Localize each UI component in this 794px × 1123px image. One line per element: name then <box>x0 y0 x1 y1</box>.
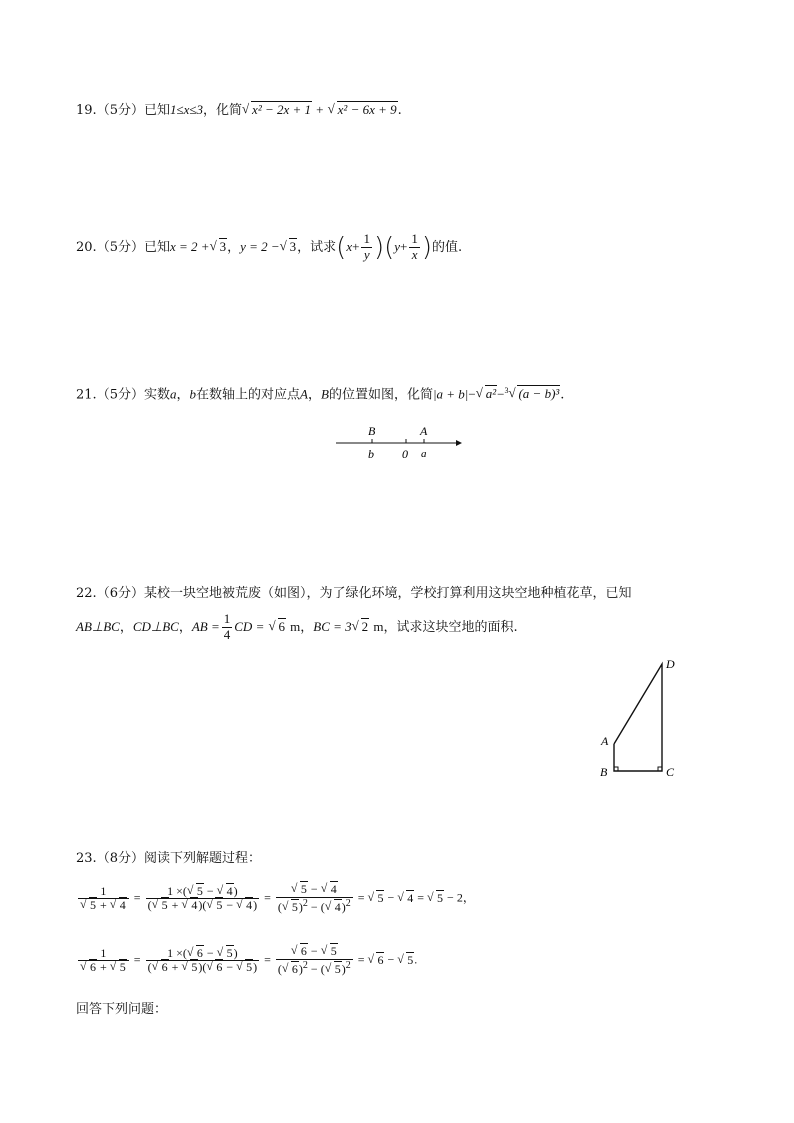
number-line-figure <box>330 420 470 464</box>
label-A2: A <box>601 734 609 748</box>
question-22-line-1: 22.（6分）某校一块空地被荒废（如图），为了绿化环境，学校打算利用这块空地种植花草，已知 <box>76 586 632 601</box>
q20-fraction-2: $\frac{1}{x}$ <box>411 231 418 262</box>
answer-prompt: 回答下列问题： <box>76 1002 168 1017</box>
q23-number: 23. <box>76 851 97 866</box>
q20-number: 20. <box>76 239 97 255</box>
q21-number: 21. <box>76 387 97 403</box>
q19-score: （5分） <box>96 103 144 118</box>
q22-number: 22. <box>76 586 97 601</box>
q22-score: （6分） <box>96 586 144 601</box>
label-D: D <box>666 657 675 671</box>
question-22-line-2: AB⊥BC，CD⊥BC，AB = $\frac{1}{4}$ CD = √ 6 m，BC = 3√ 2 m，试求这块空地的面积. <box>76 612 518 643</box>
trapezoid-shape <box>614 664 662 771</box>
label-zero: 0 <box>402 447 408 461</box>
q19-radical-1: √ x² − 2x + 1 <box>242 103 312 116</box>
label-a: a <box>421 448 427 460</box>
label-B: B <box>368 424 376 438</box>
number-line-arrow <box>456 440 462 446</box>
equation-1: 1 √ 5 + √ 4 = $\frac{1 \times(√ 5 - √ 4)}{(√ 5 + √ 4)(√ 5 - √ 4)}$ = √ $\frac{5 - √ 4}{(√ 5)^2 - (√ 4)^2}$ = √ 5 − √ 4 = √ 5 − 2， <box>76 883 475 915</box>
q21-score: （5分） <box>96 387 144 403</box>
q20-score: （5分） <box>96 239 144 255</box>
q20-fraction-1: $\frac{1}{y}$ <box>363 231 370 262</box>
question-23: 23.（8分）阅读下列解题过程： <box>76 851 261 866</box>
q19-radical-2: √ x² − 6x + 9 <box>328 103 398 116</box>
question-19: 19.（5分）已知1≤x≤3，化简√ x² − 2x + 1 + √ x² − 6x + 9. <box>76 103 402 117</box>
trapezoid-figure <box>596 654 686 784</box>
label-b: b <box>368 447 374 461</box>
question-21: 21.（5分）实数a，b在数轴上的对应点A，B的位置如图，化简|a + b|−√ a²−$^3$√ (a − b)³. <box>76 387 564 401</box>
q19-condition: 1≤x≤3 <box>169 102 204 117</box>
label-C: C <box>666 765 675 779</box>
q19-number: 19. <box>76 103 97 118</box>
question-20: 20.（5分）已知x = 2 +√ 3，y = 2 −√ 3，试求(x+ $\frac{1}{y}$ )(y+ $\frac{1}{x}$ )的值. <box>76 232 462 263</box>
q23-score: （8分） <box>96 851 144 866</box>
label-B2: B <box>600 765 608 779</box>
label-A: A <box>420 424 428 438</box>
equation-2: 1 √ 6 + √ 5 = $\frac{1 \times(√ 6 - √ 5)}{(√ 6 + √ 5)(√ 6 - √ 5)}$ = √ $\frac{6 - √ 5}{(√ 6)^2 - (√ 5)^2}$ = √ 6 − √ 5. <box>76 945 417 977</box>
